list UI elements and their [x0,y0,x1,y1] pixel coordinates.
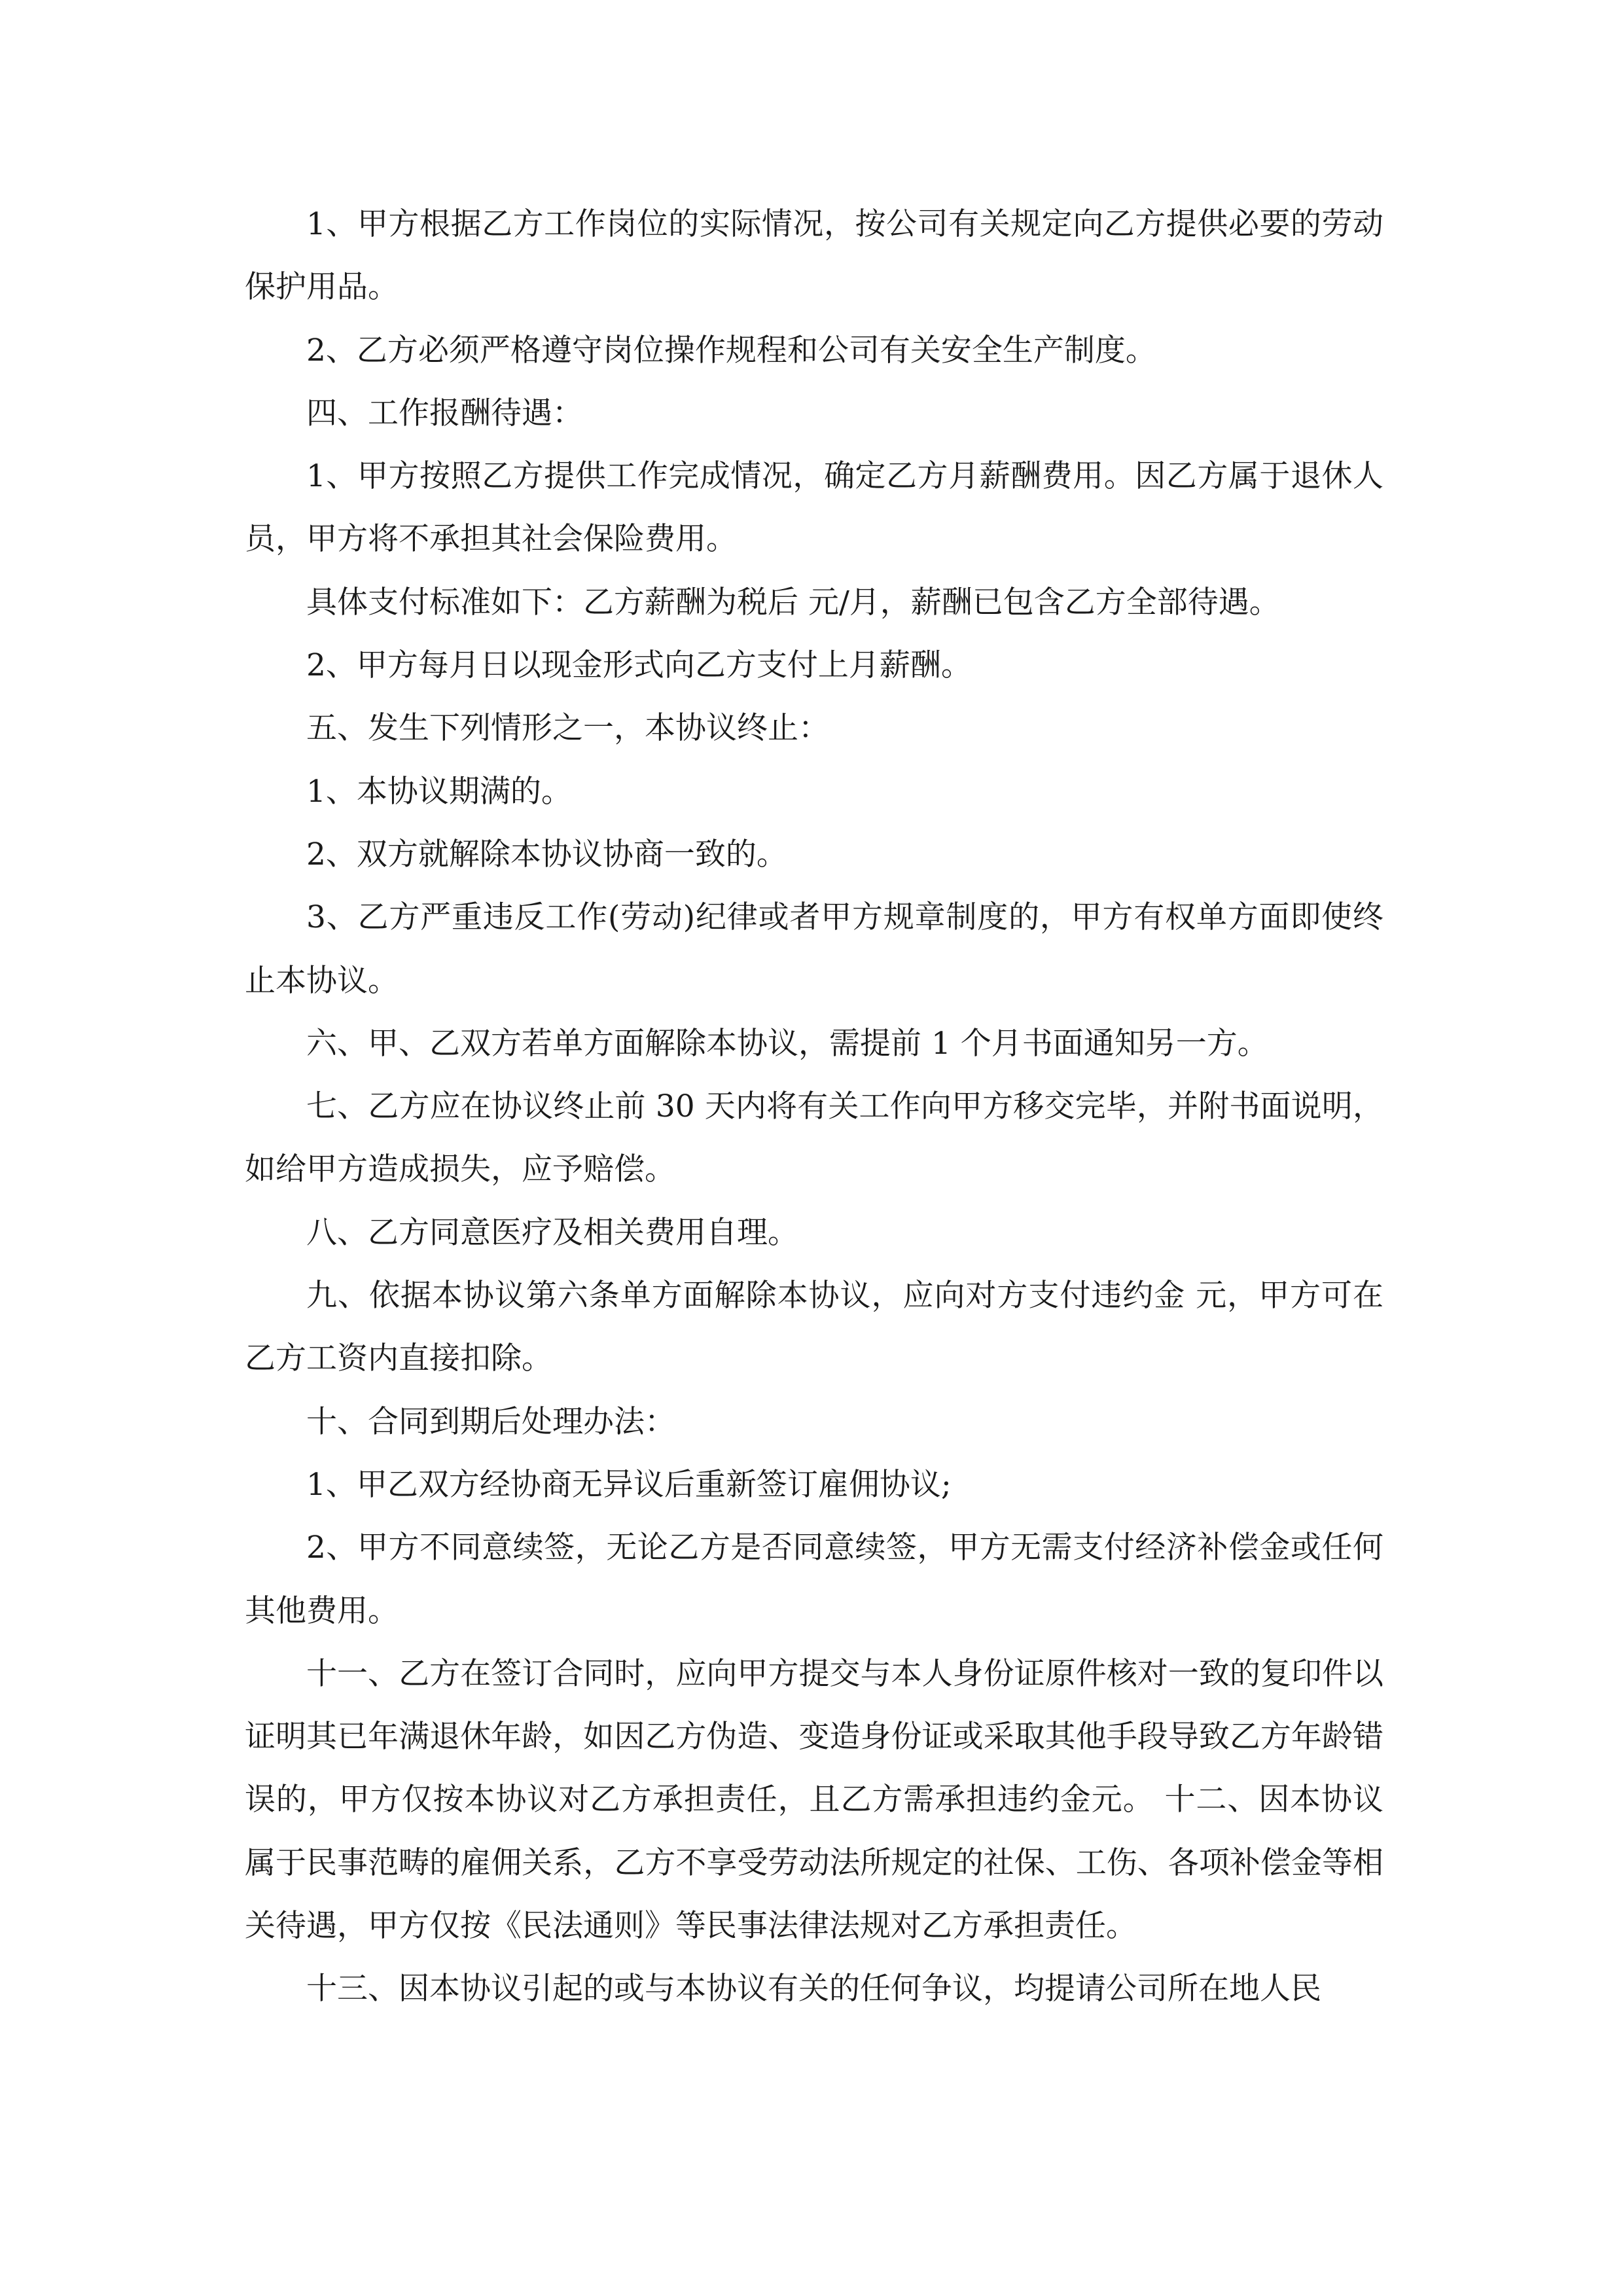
paragraph-no-compensation: 2、甲方不同意续签，无论乙方是否同意续签，甲方无需支付经济补偿金或任何其他费用。 [245,1530,1383,1629]
paragraph-pay-method: 2、甲方每月日以现金形式向乙方支付上月薪酬。 [306,647,972,684]
section-heading-expiry-handling: 十、合同到期后处理办法： [306,1403,675,1440]
paragraph-safety-rules: 2、乙方必须严格遵守岗位操作规程和公司有关安全生产制度。 [306,332,1156,368]
paragraph-term-expiry: 1、本协议期满的。 [306,773,572,810]
section-heading-termination: 五、发生下列情形之一，本协议终止： [306,710,829,747]
paragraph-dispute-resolution: 十三、因本协议引起的或与本协议有关的任何争议，均提请公司所在地人民 [306,1971,1321,2007]
paragraph-medical-expenses: 八、乙方同意医疗及相关费用自理。 [306,1214,798,1251]
paragraph-penalty: 九、依据本协议第六条单方面解除本协议，应向对方支付违约金 元，甲方可在乙方工资内直接扣除。 [245,1278,1383,1377]
document-body [245,193,1383,2021]
paragraph-protection-supplies: 1、甲方根据乙方工作岗位的实际情况，按公司有关规定向乙方提供必要的劳动保护用品。 [245,206,1383,306]
paragraph-renewal: 1、甲乙双方经协商无异议后重新签订雇佣协议; [306,1466,952,1503]
paragraph-identity-and-legal-relationship: 十一、乙方在签订合同时，应向甲方提交与本人身份证原件核对一致的复印件以证明其已年满退休年龄，如因乙方伪造、变造身份证或采取其他手段导致乙方年龄错误的，甲方仅按本协议对乙方承担责任，且乙方需承担违约金元。 十二、因本协议属于民事范畴的雇佣关系，乙方不享受劳动法所规定的社保、工伤、各项补偿金等相关待遇，甲方仅按《民法通则》等民事法律法规对乙方承担责任。 [245,1655,1383,1945]
paragraph-pay-standard: 具体支付标准如下：乙方薪酬为税后 元/月，薪酬已包含乙方全部待遇。 [306,584,1280,620]
section-heading-compensation: 四、工作报酬待遇： [306,395,583,431]
paragraph-notice-period: 六、甲、乙双方若单方面解除本协议，需提前 1 个月书面通知另一方。 [306,1025,1268,1062]
paragraph-mutual-termination: 2、双方就解除本协议协商一致的。 [306,836,787,872]
paragraph-violation-termination: 3、乙方严重违反工作(劳动)纪律或者甲方规章制度的，甲方有权单方面即使终止本协议。 [245,899,1383,999]
paragraph-handover: 七、乙方应在协议终止前 30 天内将有关工作向甲方移交完毕，并附书面说明，如给甲方造成损失，应予赔偿。 [245,1088,1383,1188]
paragraph-monthly-pay: 1、甲方按照乙方提供工作完成情况，确定乙方月薪酬费用。因乙方属于退休人员，甲方将不承担其社会保险费用。 [245,458,1383,558]
